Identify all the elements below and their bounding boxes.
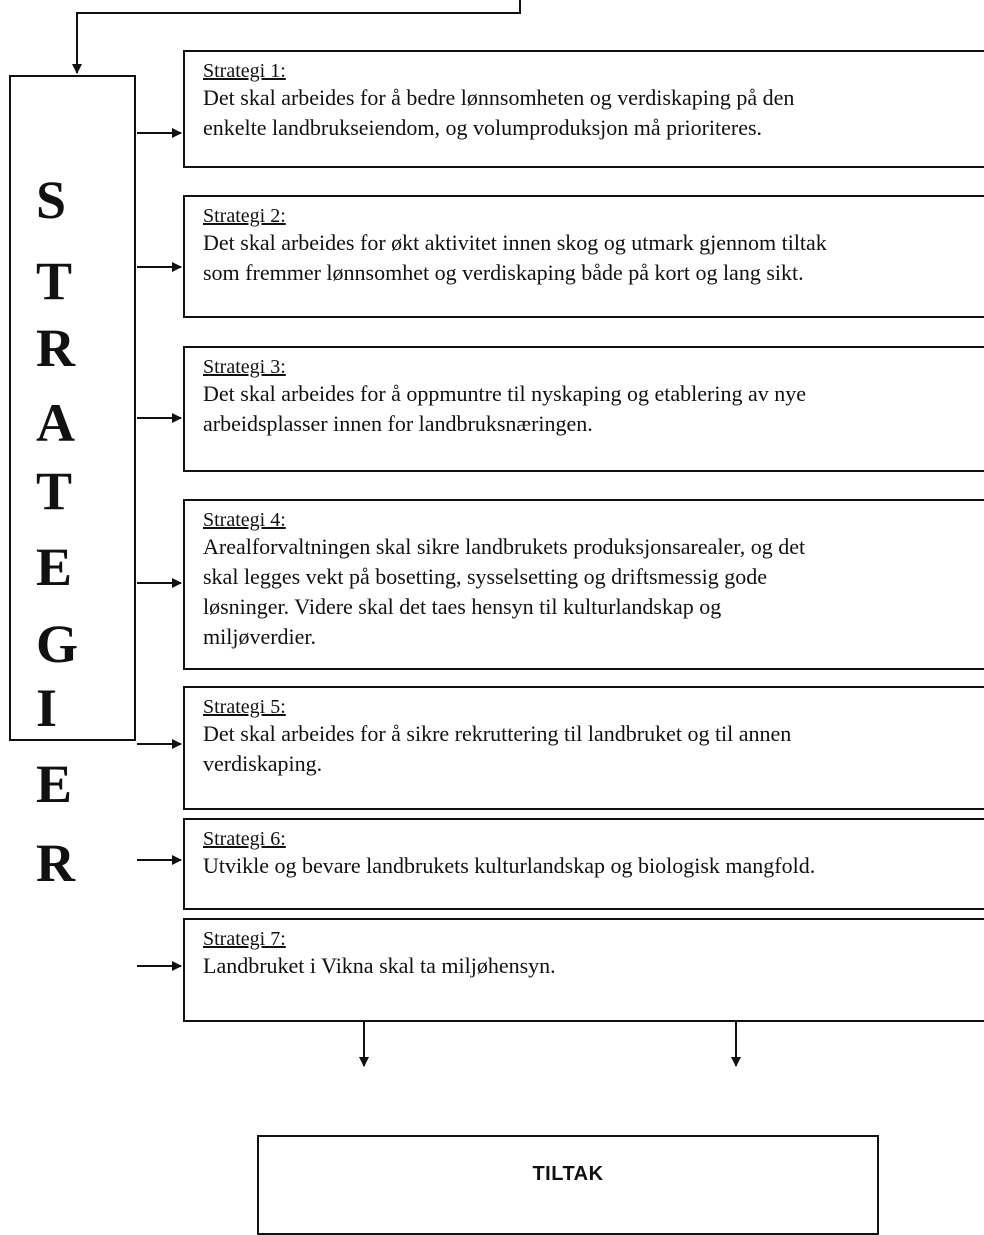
strategier-letter: R <box>36 318 75 378</box>
strategier-letter: T <box>36 461 73 521</box>
strategi-box <box>183 50 984 168</box>
strategi-box <box>183 918 984 1022</box>
strategi-text: miljøverdier. <box>203 624 317 649</box>
strategier-letter: G <box>36 614 79 674</box>
strategi-text: enkelte landbrukseiendom, og volumproduksjon må prioriteres. <box>203 115 763 140</box>
strategi-text: Det skal arbeides for å oppmuntre til nyskaping og etablering av nye <box>203 381 806 406</box>
strategi-heading: Strategi 6: <box>203 828 286 850</box>
tiltak-label: TILTAK <box>532 1163 604 1185</box>
strategi-text: Det skal arbeides for å sikre rekruttering til landbruket og til annen <box>203 721 792 746</box>
strategi-text: løsninger. Videre skal det taes hensyn til kulturlandskap og <box>203 594 722 619</box>
strategi-box <box>183 818 984 910</box>
strategi-heading: Strategi 4: <box>203 509 286 531</box>
strategier-letter: T <box>36 251 73 311</box>
strategier-letter: E <box>36 754 73 814</box>
strategi-text: verdiskaping. <box>203 751 323 776</box>
strategier-letter: A <box>36 393 75 453</box>
tiltak-box <box>257 1135 879 1235</box>
strategi-heading: Strategi 1: <box>203 60 286 82</box>
strategi-text: Utvikle og bevare landbrukets kulturlandskap og biologisk mangfold. <box>203 853 816 878</box>
strategi-text: som fremmer lønnsomhet og verdiskaping både på kort og lang sikt. <box>203 260 804 285</box>
strategi-heading: Strategi 2: <box>203 205 286 227</box>
strategi-box <box>183 346 984 472</box>
strategi-text: Det skal arbeides for økt aktivitet innen skog og utmark gjennom tiltak <box>203 230 827 255</box>
strategi-box <box>183 499 984 670</box>
strategi-text: Arealforvaltningen skal sikre landbrukets produksjonsarealer, og det <box>203 534 806 559</box>
strategi-box <box>183 195 984 318</box>
strategier-letter: R <box>36 833 75 893</box>
strategier-letter: S <box>36 170 67 230</box>
strategi-box <box>183 686 984 810</box>
strategi-heading: Strategi 5: <box>203 696 286 718</box>
strategi-text: arbeidsplasser innen for landbruksnæringen. <box>203 411 593 436</box>
strategi-heading: Strategi 3: <box>203 356 286 378</box>
strategi-text: skal legges vekt på bosetting, sysselsetting og driftsmessig gode <box>203 564 767 589</box>
strategier-letter: E <box>36 537 73 597</box>
strategi-text: Landbruket i Vikna skal ta miljøhensyn. <box>203 953 556 978</box>
strategi-text: Det skal arbeides for å bedre lønnsomheten og verdiskaping på den <box>203 85 795 110</box>
strategi-heading: Strategi 7: <box>203 928 286 950</box>
strategier-letter: I <box>36 678 58 738</box>
